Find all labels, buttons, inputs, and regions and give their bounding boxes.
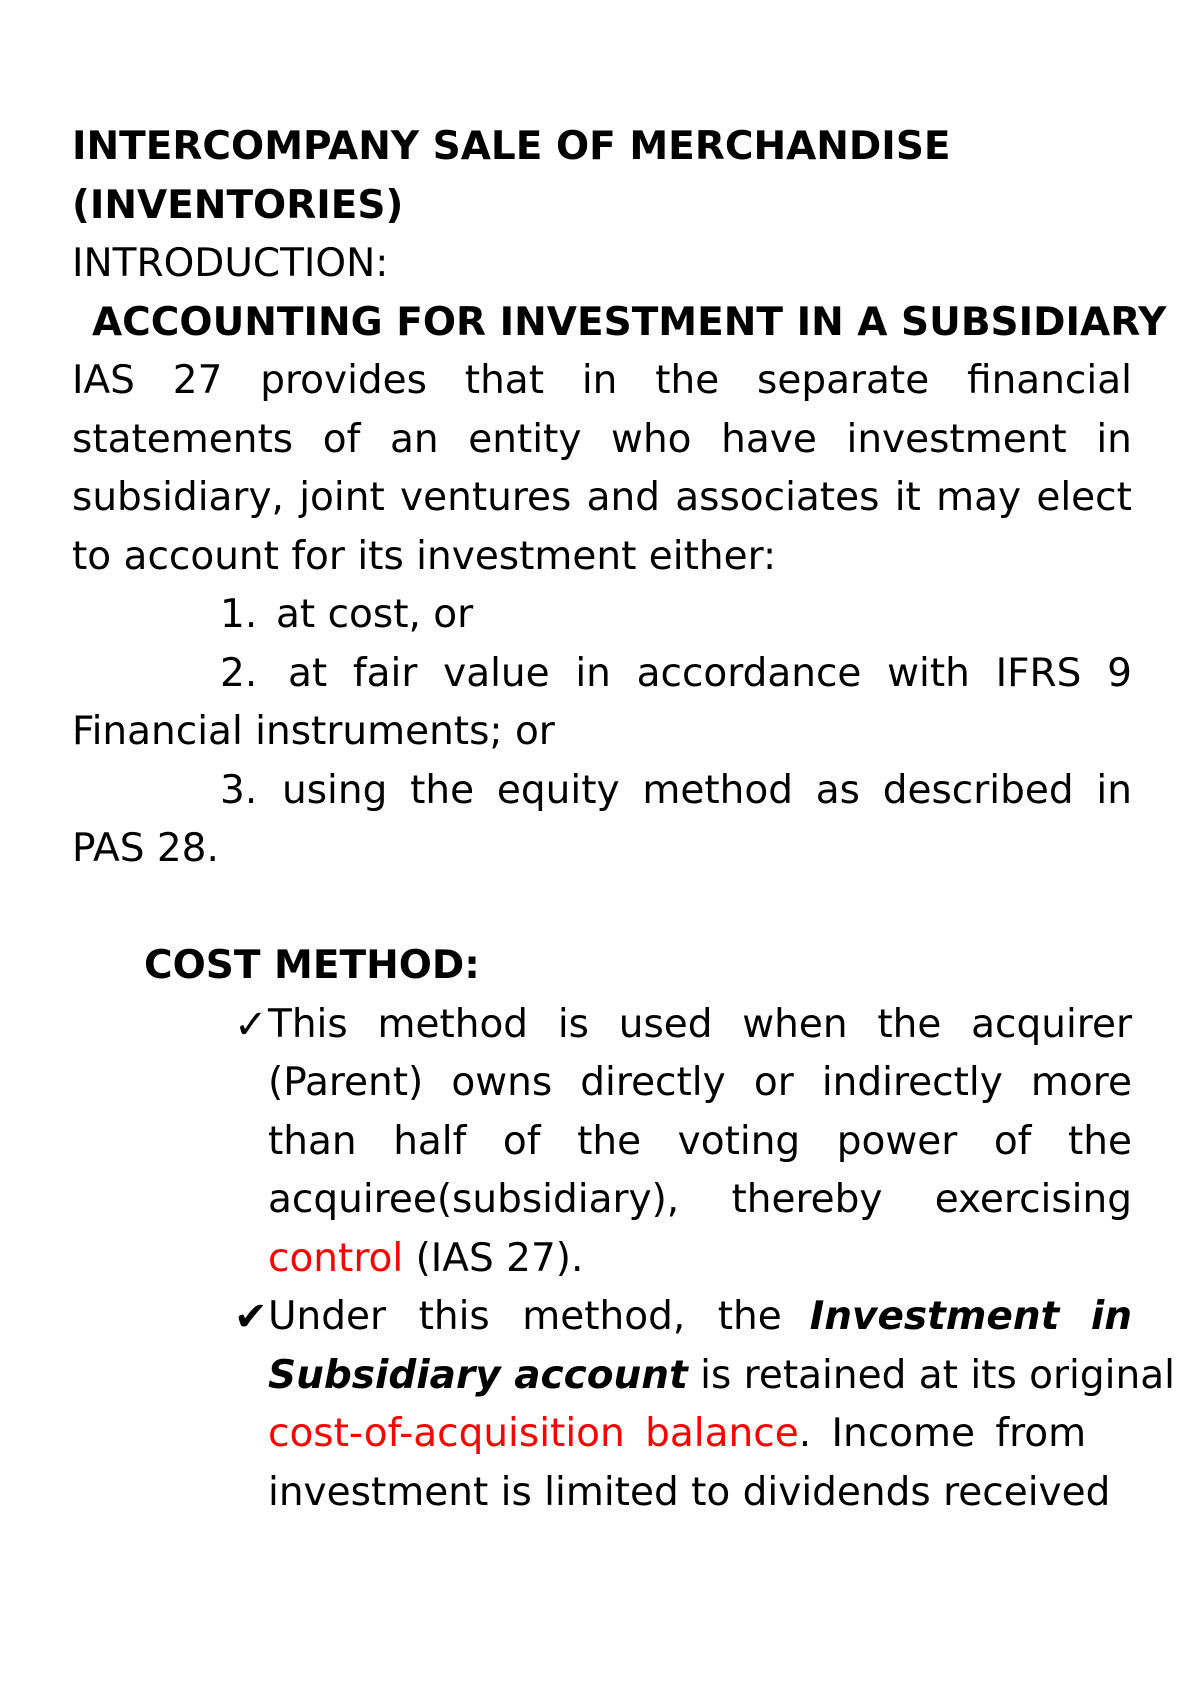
word: of [322,416,361,462]
list-text-2-cont: Financial instruments; or [72,709,555,754]
word: in [1096,767,1132,813]
bullet-2 [72,1288,1175,1522]
word: ventures [400,475,572,520]
list-number-2: 2. [220,650,258,696]
word: associates [675,475,880,520]
bullet-1 [72,996,1132,1289]
word: voting [677,1118,801,1164]
list-text-3-cont: PAS 28. [72,826,219,871]
paragraph-line-2 [72,411,1132,470]
word: exercising [934,1177,1132,1222]
list-text-3 [276,762,1132,821]
word: it [894,475,921,520]
word: power [836,1118,958,1164]
list-text-1: at cost, or [276,592,474,637]
word: joint [299,475,385,520]
word: and [586,475,660,520]
word: an [389,416,439,462]
control-highlight: control [268,1235,404,1281]
word: 27 [172,358,223,403]
list-text-2 [276,645,1132,704]
word: in [575,650,611,696]
list-item-1 [72,586,1132,645]
word: directly [580,1060,726,1105]
word: provides [260,358,427,403]
list-item-2 [72,645,1132,704]
word: is [557,1001,589,1047]
word: 9 [1107,650,1132,696]
word: used [618,1001,713,1047]
bullet-1-line-2 [268,1054,1132,1113]
word: this [418,1294,490,1339]
word: with [887,650,970,696]
title-line-2: (INVENTORIES) [72,182,404,228]
paragraph-line-1 [72,352,1132,411]
bullet-2-line-3-rest: . Income from [798,1411,1087,1456]
word: value [443,650,550,696]
introduction-label: INTRODUCTION: [72,241,389,286]
bullet-2-line-2-rest: is retained at its original [687,1352,1175,1398]
word: subsidiary, [72,475,284,520]
bullet-1-line-5-rest: (IAS 27). [403,1235,584,1281]
word: This [268,1001,348,1047]
subsidiary-account-bold: Subsidiary account [268,1352,688,1398]
word: in [1096,416,1132,462]
word: the [410,767,475,813]
check-icon: ✓ [234,1001,268,1048]
word: have [721,416,817,462]
word: method [642,767,793,813]
word: thereby [731,1177,883,1222]
word: of [502,1118,541,1164]
word: at [288,650,328,696]
bullet-2-line-4: investment is limited to dividends received [268,1469,1111,1515]
word: accordance [636,650,862,696]
word: IFRS [995,650,1082,696]
word: the [717,1294,782,1339]
bullet-1-line-4 [268,1171,1132,1230]
document-page [72,118,1175,1522]
bullet-2-line-1 [268,1288,1132,1347]
word: IAS [72,358,135,403]
word: elect [1036,475,1132,520]
heavy-check-icon: ✔ [234,1294,268,1340]
bullet-1-line-5 [268,1230,1132,1289]
word: when [742,1001,848,1047]
bullet-1-line-1 [268,996,1132,1055]
word: (Parent) [268,1060,424,1105]
word: equity [496,767,620,813]
word: the [577,1118,642,1164]
bullet-2-line-2 [268,1347,1175,1406]
list-number-3: 3. [220,767,258,813]
word: the [1067,1118,1132,1164]
word: Under [268,1294,387,1339]
list-item-3 [72,762,1132,821]
paragraph-line-4: to account for its investment either: [72,533,777,579]
word: or [753,1060,794,1105]
word: method [377,1001,529,1047]
spacer [72,879,1132,938]
word: fair [352,650,418,696]
section-heading: ACCOUNTING FOR INVESTMENT IN A SUBSIDIARY [92,299,1167,345]
word: more [1030,1060,1132,1105]
bullet-2-word [268,1288,810,1347]
cost-of-acquisition-highlight: cost-of-acquisition balance [268,1411,799,1456]
word: acquirer [971,1001,1132,1047]
word: the [655,358,720,403]
bullet-2-line-3 [268,1405,1132,1464]
word: entity [468,416,582,462]
bullet-1-line-3 [268,1113,1132,1172]
word: the [877,1001,942,1047]
paragraph-line-3 [72,469,1132,528]
word: may [936,475,1022,520]
word: using [282,767,388,813]
word: half [393,1118,467,1164]
word: of [993,1118,1032,1164]
word: owns [451,1060,553,1105]
word: financial [967,358,1132,403]
word: that [464,358,544,403]
list-number-1: 1. [220,592,258,637]
word: statements [72,416,294,462]
word: in [581,358,618,403]
word: method, [522,1294,686,1339]
title-line-1: INTERCOMPANY SALE OF MERCHANDISE [72,124,951,169]
word: as [815,767,860,813]
word: acquiree(subsidiary), [268,1177,680,1222]
word: separate [757,358,930,403]
word: than [268,1118,357,1164]
investment-in-bold: Investment in [809,1294,1132,1339]
cost-method-heading: COST METHOD: [144,943,480,988]
word: who [611,416,692,462]
word: indirectly [821,1060,1003,1105]
word: investment [846,416,1067,462]
word: described [882,767,1074,813]
